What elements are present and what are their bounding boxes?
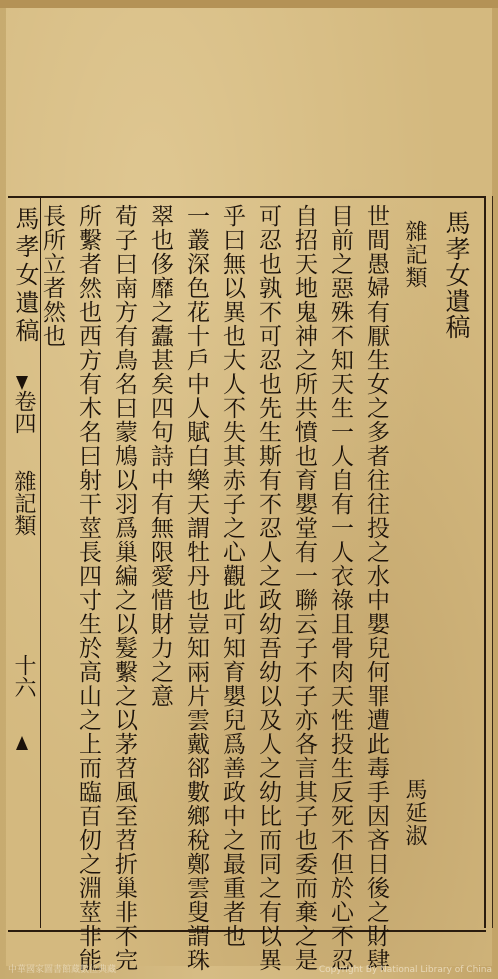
text-column-2: 目前之惡殊不知天生一人自有一人衣祿且骨肉天性投生反死不但於心不忍 (327, 204, 353, 972)
author-name: 馬延淑 (402, 778, 427, 847)
text-column-7: 翠也侈靡之蠹甚矣四句詩中有無限愛惜財力之意 (147, 204, 173, 708)
right-margin-rule (484, 196, 486, 928)
top-edge (0, 0, 498, 8)
text-column-4: 可忍也孰不可忍也先生斯有不忍人之政幼吾幼以及人之幼比而同之有以異 (255, 204, 281, 972)
text-column-3: 自招天地鬼神之所共憤也育嬰堂有一聯云子不子亦各言其子也委而棄之是 (291, 204, 317, 972)
right-margin-rule-outer (492, 196, 493, 928)
footer-copyright: Copyright By National Library of China (318, 965, 492, 975)
section-heading: 雜記類 (402, 220, 427, 289)
spine-volume: 卷四 (11, 390, 36, 434)
spine-title: 馬孝女遺稿 (11, 206, 39, 346)
book-title: 馬孝女遺稿 (442, 210, 471, 340)
text-column-5: 乎曰無以異也大人不失其赤子之心觀此可知育嬰兒爲善政中之最重者也 (219, 204, 245, 948)
spine-category: 雜記類 (11, 470, 36, 536)
text-column-6: 一叢深色花十戶中人賦白樂天謂牡丹也豈知兩片雲戴郤數鄉稅鄭雲叟謂珠 (183, 204, 209, 972)
footer-watermark-left: 中華國家圖書館藏數位典藏 (8, 965, 117, 975)
text-column-9: 所繫者然也西方有木名曰射干莖長四寸生於高山之上而臨百仞之淵莖非能 (75, 204, 101, 972)
spine-page-number: 十六 (11, 654, 36, 698)
text-column-8: 荀子曰南方有鳥名曰蒙鳩以羽爲巢編之以髮繫之以茅苕風至苕折巢非不完 (111, 204, 137, 972)
text-column-10: 長所立者然也 (39, 204, 65, 348)
text-column-1: 世間愚婦有厭生女之多者往往投之水中嬰兒何罪遭此毒手因吝日後之財肆 (363, 204, 389, 972)
